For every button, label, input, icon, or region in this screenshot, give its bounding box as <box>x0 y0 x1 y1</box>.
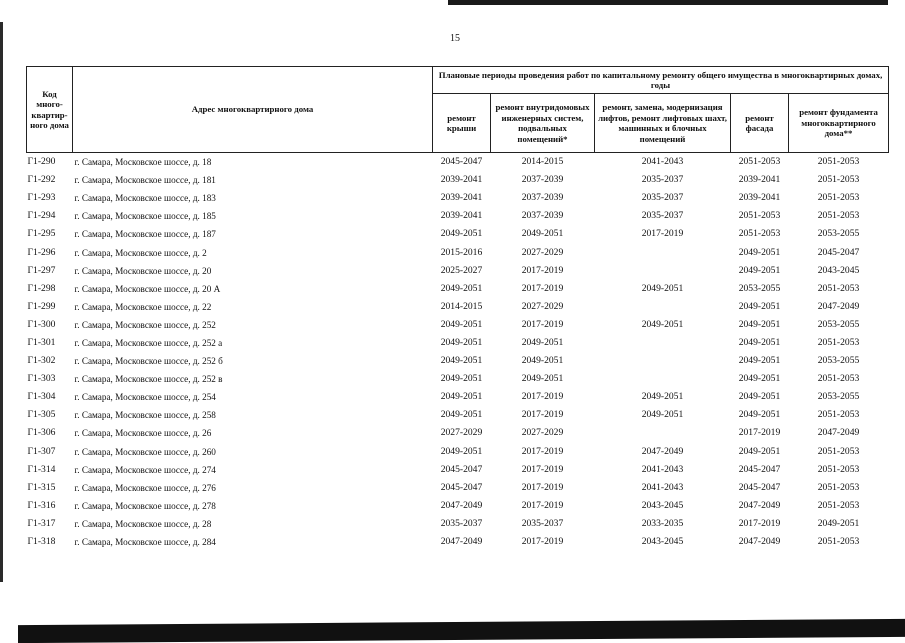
cell-facade: 2053-2055 <box>738 282 781 294</box>
cell-roof: 2049-2051 <box>440 318 483 330</box>
cell-elevators: 2035-2037 <box>641 210 684 222</box>
cell-engineering: 2027-2029 <box>521 427 564 439</box>
cell-code: Г1-300 <box>27 318 56 330</box>
header-code: Код много-квартир-ного дома <box>27 67 73 153</box>
cell-roof: 2049-2051 <box>440 355 483 367</box>
cell-roof: 2047-2049 <box>440 499 483 511</box>
table-row <box>27 515 889 533</box>
table-row <box>27 352 889 370</box>
cell-engineering: 2049-2051 <box>521 373 564 385</box>
cell-address: г. Самара, Московское шоссе, д. 20 А <box>74 283 221 294</box>
cell-elevators <box>595 334 731 352</box>
cell-code: Г1-302 <box>27 355 56 367</box>
cell-facade: 2049-2051 <box>738 246 781 258</box>
cell-engineering: 2037-2039 <box>521 174 564 186</box>
cell-elevators <box>595 243 731 261</box>
table-row <box>27 171 889 189</box>
table-header <box>27 67 889 153</box>
cell-engineering: 2049-2051 <box>521 336 564 348</box>
cell-engineering: 2017-2019 <box>521 318 564 330</box>
table-row <box>27 388 889 406</box>
cell-foundation: 2051-2053 <box>817 463 860 475</box>
cell-code: Г1-305 <box>27 409 56 421</box>
table-row <box>27 424 889 442</box>
cell-roof: 2014-2015 <box>440 300 483 312</box>
cell-facade: 2045-2047 <box>738 481 781 493</box>
cell-elevators: 2049-2051 <box>641 318 684 330</box>
header-roof: ремонт крыши <box>433 94 491 153</box>
table-row <box>27 533 889 551</box>
cell-code: Г1-297 <box>27 264 56 276</box>
table-row <box>27 443 889 461</box>
cell-engineering: 2027-2029 <box>521 300 564 312</box>
cell-engineering: 2037-2039 <box>521 192 564 204</box>
scan-border-bottom <box>18 619 905 643</box>
cell-address: г. Самара, Московское шоссе, д. 278 <box>74 500 216 511</box>
header-periods-group: Плановые периоды проведения работ по капитальному ремонту общего имущества в многоквартирных домах, годы <box>433 67 889 94</box>
cell-code: Г1-294 <box>27 210 56 222</box>
cell-elevators: 2033-2035 <box>641 517 684 529</box>
cell-foundation: 2051-2053 <box>817 445 860 457</box>
cell-address: г. Самара, Московское шоссе, д. 276 <box>74 482 216 493</box>
cell-address: г. Самара, Московское шоссе, д. 260 <box>74 446 216 457</box>
table-row <box>27 461 889 479</box>
cell-elevators <box>595 298 731 316</box>
cell-elevators: 2035-2037 <box>641 174 684 186</box>
cell-elevators: 2043-2045 <box>641 536 684 548</box>
table-row <box>27 298 889 316</box>
cell-facade: 2049-2051 <box>738 300 781 312</box>
scan-border-left <box>0 22 3 582</box>
cell-roof: 2049-2051 <box>440 445 483 457</box>
cell-roof: 2049-2051 <box>440 391 483 403</box>
cell-facade: 2049-2051 <box>738 373 781 385</box>
cell-facade: 2051-2053 <box>731 153 789 172</box>
cell-address: г. Самара, Московское шоссе, д. 252 <box>74 319 216 330</box>
cell-roof: 2045-2047 <box>440 481 483 493</box>
cell-facade: 2017-2019 <box>738 427 781 439</box>
cell-foundation: 2051-2053 <box>817 174 860 186</box>
cell-elevators <box>595 352 731 370</box>
cell-foundation: 2053-2055 <box>817 391 860 403</box>
cell-engineering: 2014-2015 <box>491 153 595 172</box>
cell-elevators: 2047-2049 <box>641 445 684 457</box>
cell-address: г. Самара, Московское шоссе, д. 20 <box>74 265 212 276</box>
cell-engineering: 2017-2019 <box>521 391 564 403</box>
cell-foundation: 2053-2055 <box>817 355 860 367</box>
cell-facade: 2049-2051 <box>738 318 781 330</box>
header-engineering: ремонт внутридомовых инженерных систем, подвальных помещений* <box>491 94 595 153</box>
cell-address: г. Самара, Московское шоссе, д. 252 а <box>74 337 223 348</box>
cell-code: Г1-293 <box>27 192 56 204</box>
cell-address: г. Самара, Московское шоссе, д. 254 <box>74 392 216 403</box>
page-number: 15 <box>450 33 460 44</box>
cell-elevators: 2041-2043 <box>595 153 731 172</box>
cell-facade: 2049-2051 <box>738 355 781 367</box>
cell-roof: 2039-2041 <box>440 192 483 204</box>
cell-facade: 2049-2051 <box>738 391 781 403</box>
cell-address: г. Самара, Московское шоссе, д. 252 в <box>74 374 223 385</box>
cell-engineering: 2027-2029 <box>521 246 564 258</box>
cell-address: г. Самара, Московское шоссе, д. 252 б <box>74 356 223 367</box>
table-row <box>27 497 889 515</box>
cell-engineering: 2017-2019 <box>521 463 564 475</box>
cell-roof: 2049-2051 <box>440 373 483 385</box>
cell-foundation: 2051-2053 <box>817 210 860 222</box>
cell-address: г. Самара, Московское шоссе, д. 258 <box>74 410 216 421</box>
cell-elevators: 2049-2051 <box>641 391 684 403</box>
cell-address: г. Самара, Московское шоссе, д. 183 <box>74 193 216 204</box>
cell-foundation: 2047-2049 <box>817 427 860 439</box>
header-facade: ремонт фасада <box>731 94 789 153</box>
cell-code: Г1-299 <box>27 300 56 312</box>
cell-code: Г1-290 <box>27 153 73 172</box>
cell-roof: 2039-2041 <box>440 174 483 186</box>
cell-foundation: 2053-2055 <box>817 228 860 240</box>
cell-address: г. Самара, Московское шоссе, д. 185 <box>74 211 216 222</box>
cell-address: г. Самара, Московское шоссе, д. 22 <box>74 301 212 312</box>
header-address: Адрес многоквартирного дома <box>73 67 433 153</box>
cell-roof: 2047-2049 <box>440 536 483 548</box>
table-row <box>27 334 889 352</box>
table-row <box>27 207 889 225</box>
cell-elevators: 2041-2043 <box>641 463 684 475</box>
table-row <box>27 280 889 298</box>
cell-engineering: 2017-2019 <box>521 481 564 493</box>
cell-code: Г1-298 <box>27 282 56 294</box>
cell-engineering: 2017-2019 <box>521 499 564 511</box>
cell-roof: 2045-2047 <box>440 463 483 475</box>
cell-roof: 2049-2051 <box>440 409 483 421</box>
cell-engineering: 2017-2019 <box>521 445 564 457</box>
cell-code: Г1-314 <box>27 463 56 475</box>
header-elevators: ремонт, замена, модернизация лифтов, ремонт лифтовых шахт, машинных и блочных помещений <box>595 94 731 153</box>
table-row <box>27 153 889 172</box>
cell-foundation: 2051-2053 <box>817 409 860 421</box>
cell-roof: 2015-2016 <box>440 246 483 258</box>
cell-code: Г1-317 <box>27 517 56 529</box>
table-row <box>27 479 889 497</box>
table-row <box>27 406 889 424</box>
cell-roof: 2049-2051 <box>440 282 483 294</box>
cell-foundation: 2049-2051 <box>817 517 860 529</box>
table-row <box>27 262 889 280</box>
cell-engineering: 2017-2019 <box>521 282 564 294</box>
cell-facade: 2049-2051 <box>738 336 781 348</box>
table-row <box>27 316 889 334</box>
cell-code: Г1-315 <box>27 481 56 493</box>
cell-facade: 2039-2041 <box>738 174 781 186</box>
cell-code: Г1-296 <box>27 246 56 258</box>
cell-roof: 2049-2051 <box>440 336 483 348</box>
cell-foundation: 2051-2053 <box>817 499 860 511</box>
cell-address: г. Самара, Московское шоссе, д. 181 <box>74 175 216 186</box>
cell-code: Г1-301 <box>27 336 56 348</box>
cell-foundation: 2051-2053 <box>789 153 889 172</box>
cell-elevators: 2049-2051 <box>641 409 684 421</box>
cell-code: Г1-318 <box>27 536 56 548</box>
cell-elevators <box>595 424 731 442</box>
table-row <box>27 225 889 243</box>
cell-elevators: 2035-2037 <box>641 192 684 204</box>
cell-roof: 2045-2047 <box>433 153 491 172</box>
cell-engineering: 2035-2037 <box>521 517 564 529</box>
cell-address: г. Самара, Московское шоссе, д. 18 <box>73 153 433 172</box>
cell-facade: 2017-2019 <box>738 517 781 529</box>
cell-foundation: 2051-2053 <box>817 336 860 348</box>
cell-elevators: 2017-2019 <box>641 228 684 240</box>
cell-facade: 2051-2053 <box>738 210 781 222</box>
cell-facade: 2051-2053 <box>738 228 781 240</box>
cell-code: Г1-295 <box>27 228 56 240</box>
cell-engineering: 2049-2051 <box>521 355 564 367</box>
cell-roof: 2027-2029 <box>440 427 483 439</box>
cell-code: Г1-307 <box>27 445 56 457</box>
header-foundation: ремонт фундамента многоквартирного дома** <box>789 94 889 153</box>
cell-elevators: 2049-2051 <box>641 282 684 294</box>
cell-engineering: 2017-2019 <box>521 264 564 276</box>
cell-facade: 2049-2051 <box>738 264 781 276</box>
cell-foundation: 2045-2047 <box>817 246 860 258</box>
cell-facade: 2047-2049 <box>738 499 781 511</box>
cell-engineering: 2049-2051 <box>521 228 564 240</box>
cell-address: г. Самара, Московское шоссе, д. 26 <box>74 428 212 439</box>
cell-foundation: 2051-2053 <box>817 373 860 385</box>
cell-address: г. Самара, Московское шоссе, д. 274 <box>74 464 216 475</box>
cell-code: Г1-306 <box>27 427 56 439</box>
cell-roof: 2049-2051 <box>440 228 483 240</box>
cell-roof: 2039-2041 <box>440 210 483 222</box>
cell-elevators: 2043-2045 <box>641 499 684 511</box>
cell-facade: 2049-2051 <box>738 409 781 421</box>
cell-address: г. Самара, Московское шоссе, д. 28 <box>74 518 212 529</box>
cell-elevators <box>595 370 731 388</box>
cell-roof: 2025-2027 <box>440 264 483 276</box>
scan-border-top <box>448 0 888 5</box>
cell-facade: 2045-2047 <box>738 463 781 475</box>
cell-elevators: 2041-2043 <box>641 481 684 493</box>
cell-address: г. Самара, Московское шоссе, д. 187 <box>74 229 216 240</box>
capital-repair-table <box>26 66 889 551</box>
cell-code: Г1-303 <box>27 373 56 385</box>
cell-engineering: 2017-2019 <box>521 409 564 421</box>
cell-facade: 2047-2049 <box>738 536 781 548</box>
table-body <box>27 153 889 552</box>
table-row <box>27 189 889 207</box>
cell-code: Г1-304 <box>27 391 56 403</box>
cell-elevators <box>595 262 731 280</box>
cell-foundation: 2051-2053 <box>817 481 860 493</box>
cell-address: г. Самара, Московское шоссе, д. 284 <box>74 537 216 548</box>
cell-code: Г1-316 <box>27 499 56 511</box>
cell-facade: 2039-2041 <box>738 192 781 204</box>
cell-engineering: 2017-2019 <box>521 536 564 548</box>
cell-foundation: 2043-2045 <box>817 264 860 276</box>
cell-address: г. Самара, Московское шоссе, д. 2 <box>74 247 207 258</box>
cell-engineering: 2037-2039 <box>521 210 564 222</box>
cell-foundation: 2051-2053 <box>817 536 860 548</box>
cell-foundation: 2053-2055 <box>817 318 860 330</box>
cell-foundation: 2047-2049 <box>817 300 860 312</box>
cell-code: Г1-292 <box>27 174 56 186</box>
table-row <box>27 370 889 388</box>
cell-roof: 2035-2037 <box>440 517 483 529</box>
cell-foundation: 2051-2053 <box>817 282 860 294</box>
cell-foundation: 2051-2053 <box>817 192 860 204</box>
cell-facade: 2049-2051 <box>738 445 781 457</box>
table-row <box>27 243 889 261</box>
